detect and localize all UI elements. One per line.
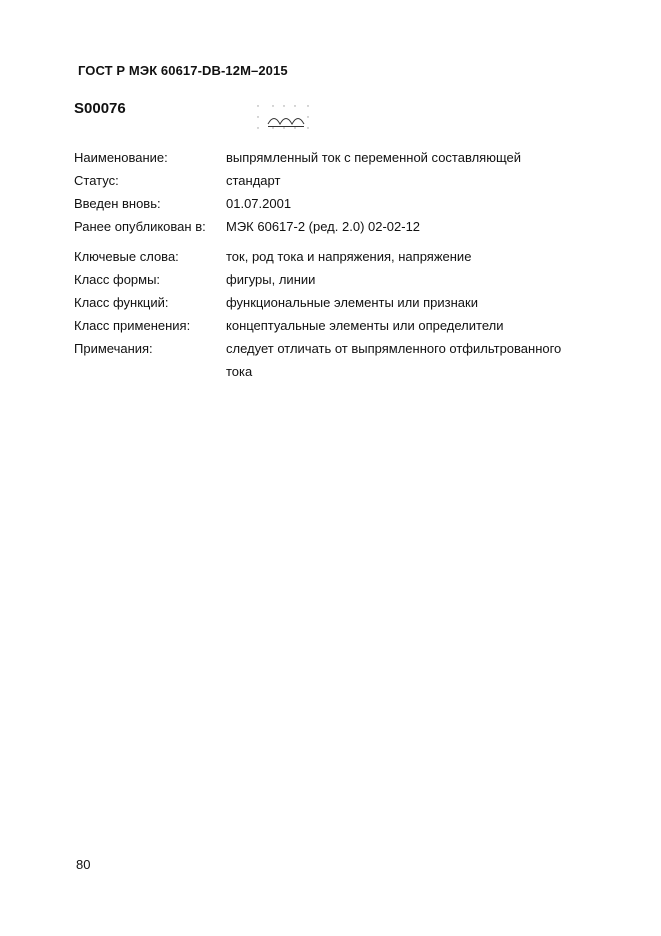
field-label: Класс формы: [74, 272, 161, 287]
field-label: Класс применения: [74, 318, 191, 333]
field-value: ток, род тока и напряжения, напряжение [226, 249, 472, 264]
field-label: Введен вновь: [74, 196, 161, 211]
field-value: функциональные элементы или признаки [226, 295, 478, 310]
field-value: стандарт [226, 173, 281, 188]
field-value: концептуальные элементы или определители [226, 318, 504, 333]
field-value: фигуры, линии [226, 272, 316, 287]
field-value: 01.07.2001 [226, 196, 292, 211]
rectified-current-symbol-icon [256, 103, 312, 137]
page-number: 80 [76, 857, 91, 872]
field-label: Наименование: [74, 150, 168, 165]
field-label: Ранее опубликован в: [74, 219, 206, 234]
field-value: МЭК 60617-2 (ред. 2.0) 02-02-12 [226, 219, 421, 234]
field-label: Ключевые слова: [74, 249, 179, 264]
field-label: Статус: [74, 173, 119, 188]
document-header: ГОСТ Р МЭК 60617-DB-12M–2015 [78, 63, 288, 78]
field-value: следует отличать от выпрямленного отфильтрованного тока [226, 341, 562, 379]
field-label: Класс функций: [74, 295, 169, 310]
field-label: Примечания: [74, 341, 153, 356]
field-value: выпрямленный ток с переменной составляющей [226, 150, 521, 165]
symbol-code: S00076 [74, 100, 126, 117]
